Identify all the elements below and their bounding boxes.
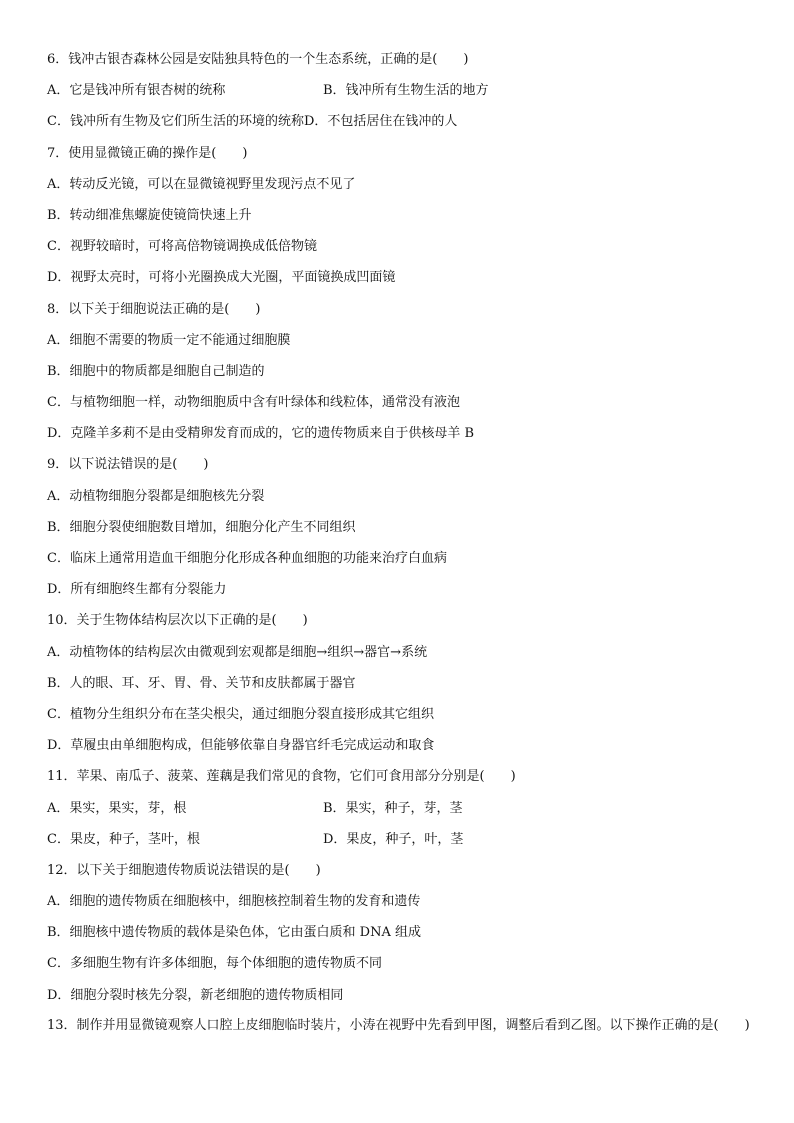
question-8-option-d: D．克隆羊多莉不是由受精卵发育而成的，它的遗传物质来自于供核母羊 B bbox=[47, 426, 475, 442]
question-6-option-b: B．钱冲所有生物生活的地方 bbox=[323, 83, 489, 99]
question-12-option-d: D．细胞分裂时核先分裂，新老细胞的遗传物质相同 bbox=[47, 987, 344, 1003]
question-12-stem: 12．以下关于细胞遗传物质说法错误的是( ) bbox=[47, 862, 321, 878]
question-7-option-b: B．转动细准焦螺旋使镜筒快速上升 bbox=[47, 207, 252, 223]
question-8-option-b: B．细胞中的物质都是细胞自己制造的 bbox=[47, 363, 265, 379]
question-11-options-row-2 bbox=[47, 832, 757, 847]
question-9-stem: 9．以下说法错误的是( ) bbox=[47, 457, 209, 473]
question-10-option-c: C．植物分生组织分布在茎尖根尖，通过细胞分裂直接形成其它组织 bbox=[47, 706, 434, 722]
question-10-option-b: B．人的眼、耳、牙、胃、骨、关节和皮肤都属于器官 bbox=[47, 675, 356, 691]
question-12-option-c: C．多细胞生物有许多体细胞，每个体细胞的遗传物质不同 bbox=[47, 956, 382, 972]
question-6-option-c: C．钱冲所有生物及它们所生活的环境的统称 bbox=[47, 114, 304, 130]
question-10-option-d: D．草履虫由单细胞构成，但能够依靠自身器官纤毛完成运动和取食 bbox=[47, 738, 435, 754]
question-6-options-row-1 bbox=[47, 83, 757, 98]
question-10-stem: 10．关于生物体结构层次以下正确的是( ) bbox=[47, 613, 308, 629]
question-10-option-a: A．动植物体的结构层次由微观到宏观都是细胞→组织→器官→系统 bbox=[47, 644, 428, 660]
question-11-option-d: D．果皮，种子，叶，茎 bbox=[323, 831, 464, 847]
question-12-option-b: B．细胞核中遗传物质的载体是染色体，它由蛋白质和 DNA 组成 bbox=[47, 925, 422, 941]
question-11-option-a: A．果实，果实，芽，根 bbox=[47, 800, 187, 816]
question-7-option-a: A．转动反光镜，可以在显微镜视野里发现污点不见了 bbox=[47, 176, 356, 192]
question-6-option-d: D．不包括居住在钱冲的人 bbox=[303, 114, 458, 130]
question-6-option-a: A．它是钱冲所有银杏树的统称 bbox=[47, 83, 226, 99]
question-6-stem: 6．钱冲古银杏森林公园是安陆独具特色的一个生态系统，正确的是( ) bbox=[47, 52, 469, 67]
question-8-stem: 8．以下关于细胞说法正确的是( ) bbox=[47, 301, 261, 317]
question-13-stem: 13．制作并用显微镜观察人口腔上皮细胞临时装片，小涛在视野中先看到甲图，调整后看到乙图。以下操作正确的是( ) bbox=[47, 1017, 750, 1033]
question-7-stem: 7．使用显微镜正确的操作是( ) bbox=[47, 145, 248, 161]
question-11-option-b: B．果实，种子，芽，茎 bbox=[323, 800, 463, 816]
question-7-option-c: C．视野较暗时，可将高倍物镜调换成低倍物镜 bbox=[47, 239, 317, 255]
question-11-option-c: C．果皮，种子，茎叶，根 bbox=[47, 831, 200, 847]
question-11-stem: 11．苹果、南瓜子、菠菜、莲藕是我们常见的食物，它们可食用部分分别是( ) bbox=[47, 769, 516, 785]
question-9-option-d: D．所有细胞终生都有分裂能力 bbox=[47, 582, 227, 598]
question-11-options-row-1 bbox=[47, 801, 757, 816]
question-sheet bbox=[47, 52, 757, 1040]
question-7-option-d: D．视野太亮时，可将小光圈换成大光圈，平面镜换成凹面镜 bbox=[47, 270, 396, 286]
question-9-option-b: B．细胞分裂使细胞数目增加，细胞分化产生不同组织 bbox=[47, 519, 356, 535]
question-9-option-a: A．动植物细胞分裂都是细胞核先分裂 bbox=[47, 488, 265, 504]
question-12-option-a: A．细胞的遗传物质在细胞核中，细胞核控制着生物的发育和遗传 bbox=[47, 894, 421, 910]
question-8-option-c: C．与植物细胞一样，动物细胞质中含有叶绿体和线粒体，通常没有液泡 bbox=[47, 395, 460, 411]
question-9-option-c: C．临床上通常用造血干细胞分化形成各种血细胞的功能来治疗白血病 bbox=[47, 551, 447, 566]
question-8-option-a: A．细胞不需要的物质一定不能通过细胞膜 bbox=[47, 332, 291, 348]
question-6-options-row-2 bbox=[47, 114, 757, 129]
